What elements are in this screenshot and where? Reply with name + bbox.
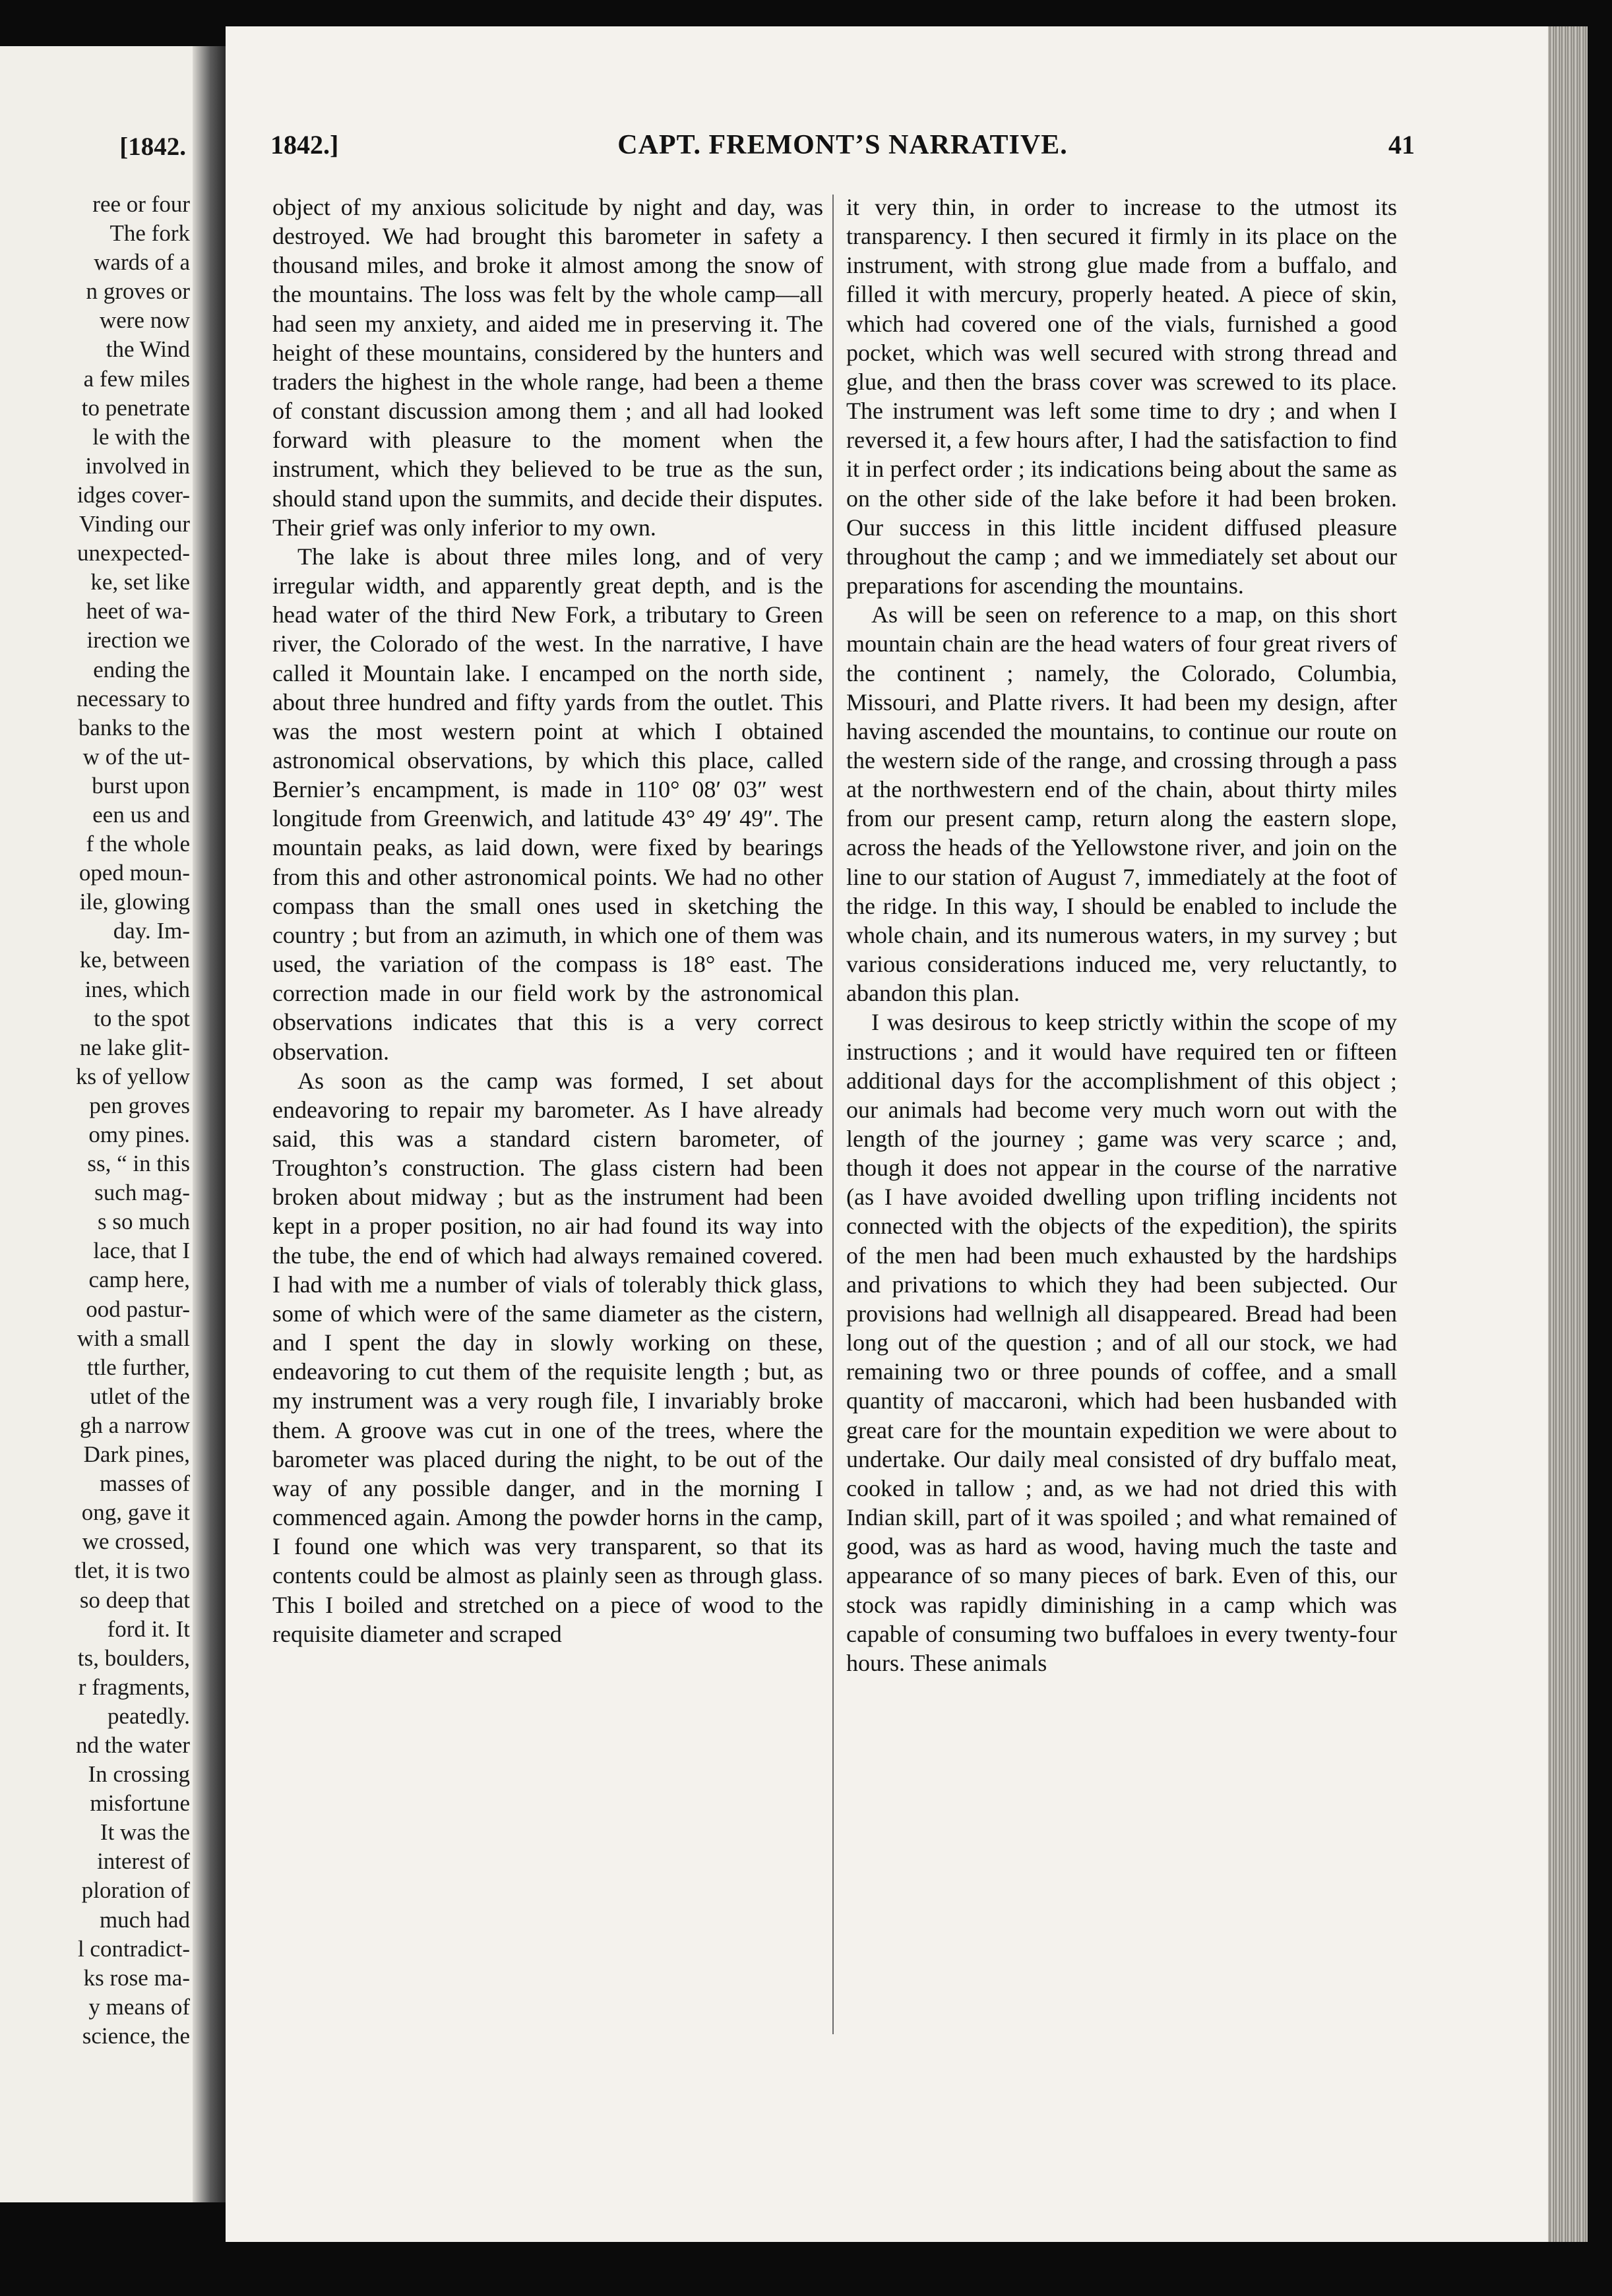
facing-page-line: ne lake glit- (79, 1034, 190, 1060)
facing-page-line: day. Im- (113, 918, 190, 944)
facing-page-line: ploration of (81, 1877, 190, 1904)
facing-page-line: camp here, (88, 1267, 190, 1293)
paragraph: I was desirous to keep strictly within the scope of my instructions ; and it would have required ten or fifteen additional days for the accomplishment of this object ; our animals had become very much worn out with the length of the journey ; game was very scarce ; and, though it does not appear in the course of the narrative (as I have avoided dwelling upon trifling incidents not connected with the objects of the expedition), the spirits of the men had been much exhausted by the hardships and privations to which they had been subjected. Our provisions had wellnigh all disappeared. Bread had been long out of the question ; and of all our stock, we had remaining two or three pounds of coffee, and a small quantity of maccaroni, which had been husbanded with great care for the mountain expedition we were about to undertake. Our daily meal consisted of dry buffalo meat, cooked in tallow ; and, as we had not dried this with Indian skill, part of it was spoiled ; and what remained of good, was as hard as wood, having much the taste and appearance of so many pieces of bark. Even of this, our stock was rapidly diminishing in a camp which was capable of consuming two buffaloes in every twenty-four hours. These animals (846, 1009, 1397, 1676)
facing-page-line: necessary to (76, 685, 190, 711)
facing-page-line: n groves or (86, 278, 190, 305)
facing-page-line: Dark pines, (83, 1441, 190, 1468)
facing-page-line: omy pines. (88, 1122, 190, 1147)
facing-page-line: peatedly. (107, 1703, 190, 1729)
facing-page-line: ks rose ma- (83, 1964, 190, 1991)
facing-page-line: to penetrate (81, 394, 190, 421)
facing-page-line: ks of yellow (75, 1063, 190, 1089)
facing-page-line: nd the water (76, 1732, 190, 1758)
facing-page-line: ts, boulders, (77, 1645, 190, 1671)
facing-page-line: y means of (88, 1993, 190, 2020)
facing-page-fragment (0, 46, 193, 2202)
facing-page-line: masses of (99, 1470, 190, 1497)
facing-page-line: involved in (85, 452, 190, 479)
facing-page-line: tlet, it is two (75, 1557, 190, 1584)
column-divider (832, 195, 834, 2034)
facing-page-line: ttle further, (86, 1354, 190, 1380)
facing-page-line: utlet of the (90, 1383, 190, 1409)
facing-page-line: s so much (98, 1209, 190, 1235)
facing-page-line: ong, gave it (81, 1499, 190, 1526)
facing-page-line: ood pastur- (86, 1296, 190, 1322)
facing-page-line: ree or four (92, 191, 190, 217)
book-gutter (193, 46, 226, 2202)
paragraph: it very thin, in order to increase to the utmost its transparency. I then secured it firmly in its place on the instrument, with strong glue made from a buffalo, and filled it with mercury, properly heated. A piece of skin, which had covered one of the vials, furnished a good pocket, which was well secured with strong thread and glue, and then the brass cover was screwed to its place. The instrument was left some time to dry ; and when I reversed it, a few hours after, I had the satisfaction to find it in perfect order ; its indications being about the same as on the other side of the lake before it had been broken. Our success in this little incident diffused pleasure throughout the camp ; and we immediately set about our preparations for ascending the mountains. (846, 194, 1397, 599)
facing-page-line: banks to the (78, 714, 190, 740)
facing-page-line: idges cover- (77, 481, 190, 508)
facing-page-line: to the spot (94, 1005, 190, 1031)
facing-page-line: science, the (82, 2022, 190, 2049)
facing-page-line: ss, “ in this (87, 1151, 190, 1177)
facing-page-line: w of the ut- (82, 743, 190, 770)
facing-page-line: wards of a (94, 249, 190, 276)
facing-page-line: ines, which (84, 976, 190, 1002)
facing-page-line: such mag- (94, 1180, 190, 1206)
facing-page-line: burst upon (92, 772, 190, 799)
facing-page-line: ending the (93, 656, 190, 682)
facing-page-line: misfortune (90, 1790, 190, 1817)
facing-page-line: ford it. It (107, 1616, 190, 1642)
paragraph: object of my anxious solicitude by night and day, was destroyed. We had brought this barometer in safety a thousand miles, and broke it almost among the snow of the mountains. The loss was felt by the whole camp—all had seen my anxiety, and aided me in preserving it. The height of these mountains, considered by the hunters and traders the highest in the whole range, had been a theme of constant discussion among them ; and all had looked forward with pleasure to the moment when the instrument, which they believed to be true as the sun, should stand upon the summits, and decide their disputes. Their grief was only inferior to my own. (272, 194, 823, 541)
facing-page-line: with a small (77, 1325, 190, 1351)
page-number: 41 (1388, 130, 1415, 160)
facing-page-line: unexpected- (77, 540, 190, 566)
header-title: CAPT. FREMONT’S NARRATIVE. (617, 130, 1068, 160)
facing-page-line: In crossing (88, 1761, 190, 1788)
facing-page-line: ke, between (79, 947, 190, 973)
text-column-right (846, 193, 1397, 1677)
facing-page-line: heet of wa- (86, 598, 190, 624)
page-edge (1548, 26, 1588, 2242)
facing-page-line: The fork (109, 220, 190, 247)
facing-page-line: It was the (100, 1819, 190, 1846)
facing-page-line: ke, set like (90, 569, 190, 595)
facing-page-line: much had (99, 1906, 190, 1933)
facing-page-line: so deep that (79, 1586, 190, 1613)
facing-page-line: een us and (92, 801, 190, 828)
paragraph: The lake is about three miles long, and of very irregular width, and apparently great depth, and is the head water of the third New Fork, a tributary to Green river, the Colorado of the west. In the narrative, I have called it Mountain lake. I encamped on the north side, about three hundred and fifty yards from the outlet. This was the most western point at which I obtained astronomical observations, by which this place, called Bernier’s encampment, is made in 110° 08′ 03″ west longitude from Greenwich, and latitude 43° 49′ 49″. The mountain peaks, as laid down, were fixed by bearings from this and other astronomical points. We had no other compass than the small ones used in sketching the country ; but from an azimuth, in which one of them was used, the variation of the compass is 18° east. The correction made in our field work by the astronomical observations indicates that this is a very correct observation. (272, 543, 823, 1065)
facing-page-line: Vinding our (78, 511, 190, 537)
facing-page-line: le with the (92, 423, 190, 450)
facing-page-line: were now (99, 307, 190, 334)
facing-page-line: irection we (86, 627, 190, 653)
running-header (270, 129, 1415, 169)
paragraph: As will be seen on reference to a map, on this short mountain chain are the head waters of four great rivers of the continent ; namely, the Colorado, Columbia, Missouri, and Platte rivers. It had been my design, after having ascended the mountains, to continue our route on the western side of the range, and crossing through a pass at the northwestern end of the chain, about thirty miles from our present camp, return along the eastern slope, across the heads of the Yellowstone river, and join on the line to our station of August 7, immediately at the foot of the ridge. In this way, I should be enabled to include the whole chain, and its numerous waters, in my survey ; but various considerations induced me, very reluctantly, to abandon this plan. (846, 601, 1397, 1007)
facing-page-line: lace, that I (93, 1238, 190, 1264)
facing-page-line: f the whole (86, 831, 190, 857)
facing-page-line: r fragments, (78, 1674, 190, 1700)
facing-page-line: oped moun- (78, 860, 190, 886)
facing-page-header: [1842. (119, 133, 186, 161)
header-year: 1842.] (270, 130, 339, 160)
text-column-left (272, 193, 823, 1648)
facing-page-line: a few miles (83, 365, 190, 392)
facing-page-line: pen groves (89, 1092, 190, 1118)
facing-page-line: interest of (97, 1848, 190, 1875)
facing-page-line: gh a narrow (79, 1412, 190, 1438)
facing-page-line: we crossed, (82, 1528, 190, 1555)
facing-page-line: the Wind (106, 336, 190, 363)
paragraph: As soon as the camp was formed, I set about endeavoring to repair my barometer. As I have already said, this was a standard cistern barometer, of Troughton’s construction. The glass cistern had been broken about midway ; but as the instrument had been kept in a proper position, no air had found its way into the tube, the end of which had always remained covered. I had with me a number of vials of tolerably thick glass, some of which were of the same diameter as the cistern, and I spent the day in slowly working on these, endeavoring to cut them of the requisite length ; but, as my instrument was a very rough file, I invariably broke them. A groove was cut in one of the trees, where the barometer was placed during the night, to be out of the way of any possible danger, and in the morning I commenced again. Among the powder horns in the camp, I found one which was very transparent, so that its contents could be almost as plainly seen as through glass. This I boiled and stretched on a piece of wood to the requisite diameter and scraped (272, 1067, 823, 1647)
facing-page-text (0, 190, 190, 2051)
facing-page-line: ile, glowing (79, 889, 190, 915)
facing-page-line: l contradict- (77, 1935, 190, 1962)
